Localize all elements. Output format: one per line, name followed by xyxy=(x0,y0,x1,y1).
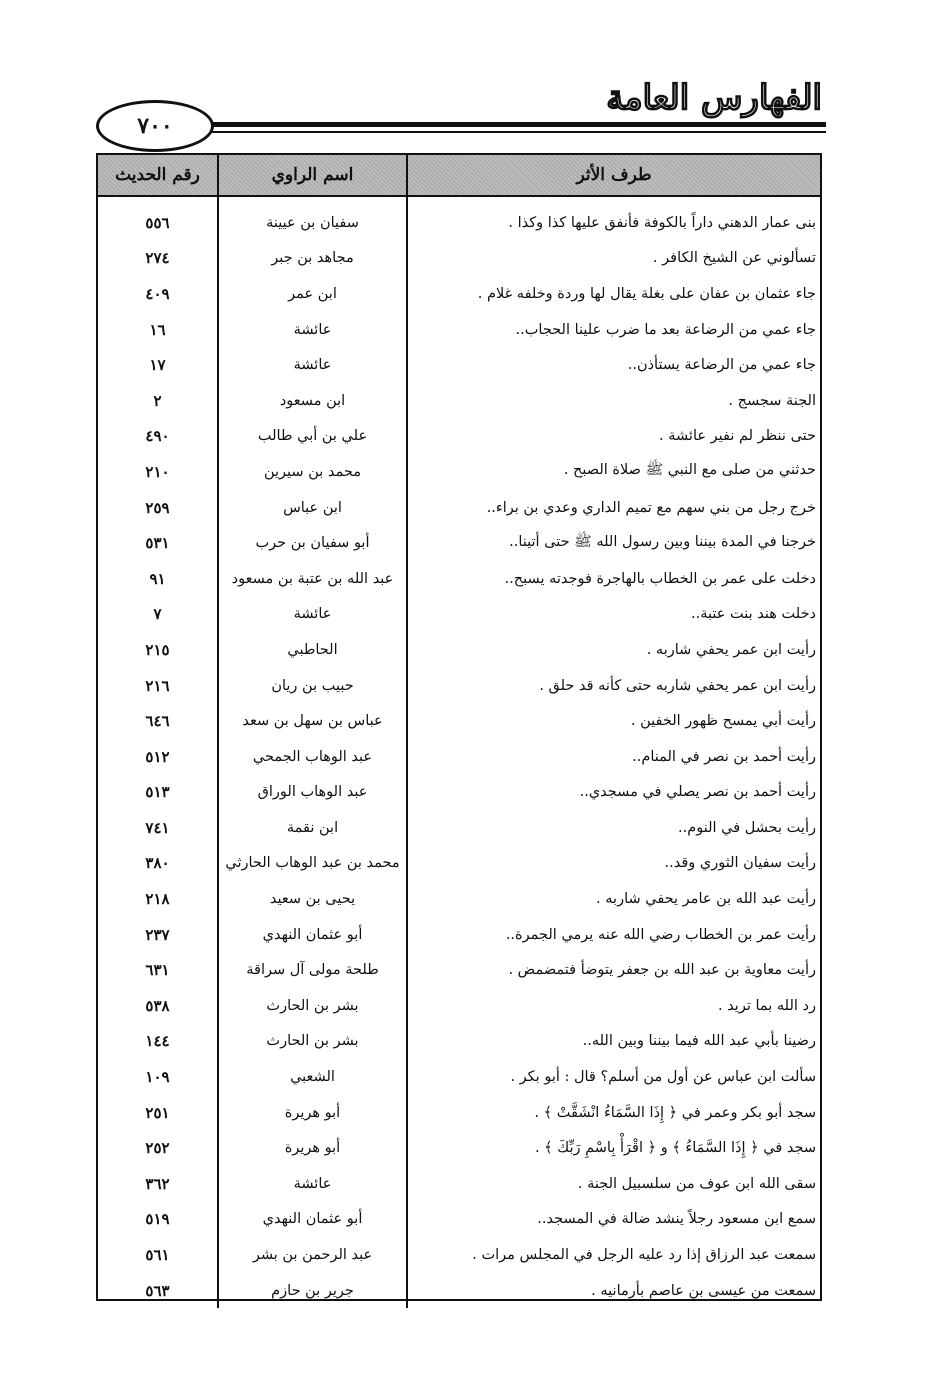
table-row xyxy=(98,668,820,704)
row-narrator: ابن مسعود xyxy=(218,383,407,419)
header-title: الفهارس العامة xyxy=(606,78,822,118)
header-rule-thick xyxy=(204,122,826,127)
row-text: رضينا بأبي عبد الله فيما بيننا وبين الله.. xyxy=(407,1024,820,1060)
row-narrator: محمد بن سيرين xyxy=(218,454,407,490)
row-text: خرج رجل من بني سهم مع تميم الداري وعدي بن براء.. xyxy=(407,490,820,526)
row-narrator: عباس بن سهل بن سعد xyxy=(218,703,407,739)
row-narrator: ابن عباس xyxy=(218,490,407,526)
table-row xyxy=(98,383,820,419)
row-number: ٢٥٩ xyxy=(145,498,170,517)
row-narrator: أبو هريرة xyxy=(218,1095,407,1131)
row-number: ٢١٨ xyxy=(145,890,170,909)
row-text: جاء عمي من الرضاعة يستأذن.. xyxy=(407,347,820,383)
row-text: سجد أبو بكر وعمر في ﴿ إِذَا السَّمَاءُ انْشَقَّتْ ﴾ . xyxy=(407,1095,820,1131)
row-text: رأيت بحشل في النوم.. xyxy=(407,810,820,846)
row-text: رأيت أبي يمسح ظهور الخفين . xyxy=(407,703,820,739)
row-narrator: عائشة xyxy=(218,347,407,383)
row-narrator: علي بن أبي طالب xyxy=(218,419,407,455)
row-number: ٥٦٣ xyxy=(145,1281,170,1300)
row-number: ٢١٠ xyxy=(145,462,170,481)
row-text: رأيت أحمد بن نصر في المنام.. xyxy=(407,739,820,775)
row-narrator: ابن عمر xyxy=(218,276,407,312)
row-text: رأيت سفيان الثوري وقد.. xyxy=(407,846,820,882)
row-number: ٣٨٠ xyxy=(145,854,170,873)
index-table xyxy=(96,153,822,1301)
page-number: ٧٠٠ xyxy=(96,100,214,152)
row-narrator: جرير بن حازم xyxy=(218,1273,407,1309)
row-text: الجنة سجسج . xyxy=(407,383,820,419)
row-number: ٥٣٨ xyxy=(145,996,170,1015)
table-row xyxy=(98,810,820,846)
table-row xyxy=(98,561,820,597)
row-narrator: الحاطبي xyxy=(218,632,407,668)
column-header-text: طرف الأثر xyxy=(407,155,820,196)
row-text: حدثني من صلى مع النبي ﷺ صلاة الصبح . xyxy=(407,454,820,490)
row-narrator: بشر بن الحارث xyxy=(218,1024,407,1060)
row-number: ٢٥٢ xyxy=(145,1139,170,1158)
row-text: رأيت أحمد بن نصر يصلي في مسجدي.. xyxy=(407,775,820,811)
row-number: ١٤٤ xyxy=(145,1032,170,1051)
row-number: ٥٣١ xyxy=(145,534,170,553)
row-narrator: يحيى بن سعيد xyxy=(218,881,407,917)
row-narrator: محمد بن عبد الوهاب الحارثي xyxy=(218,846,407,882)
row-narrator: عائشة xyxy=(218,597,407,633)
table-row xyxy=(98,276,820,312)
row-narrator: أبو عثمان النهدي xyxy=(218,1202,407,1238)
row-number: ٢٥١ xyxy=(145,1103,170,1122)
table-row xyxy=(98,525,820,561)
row-narrator: أبو هريرة xyxy=(218,1130,407,1166)
row-narrator: حبيب بن ريان xyxy=(218,668,407,704)
table-row xyxy=(98,632,820,668)
row-number: ٤٠٩ xyxy=(145,284,170,303)
table-row xyxy=(98,597,820,633)
row-text: جاء عثمان بن عفان على بغلة يقال لها وردة وخلفه غلام . xyxy=(407,276,820,312)
row-text: سمعت عبد الرزاق إذا رد عليه الرجل في المجلس مرات . xyxy=(407,1237,820,1273)
column-header-narrator: اسم الراوي xyxy=(218,155,407,196)
row-number: ٢١٥ xyxy=(145,640,170,659)
row-narrator: ابن نقمة xyxy=(218,810,407,846)
table-row xyxy=(98,490,820,526)
row-narrator: مجاهد بن جبر xyxy=(218,241,407,277)
table-row xyxy=(98,988,820,1024)
row-text: تسألوني عن الشيخ الكافر . xyxy=(407,241,820,277)
table-row xyxy=(98,1237,820,1273)
row-number: ١٠٩ xyxy=(145,1068,170,1087)
table-row xyxy=(98,241,820,277)
row-text: دخلت على عمر بن الخطاب بالهاجرة فوجدته يسبح.. xyxy=(407,561,820,597)
row-number: ٢ xyxy=(153,391,162,410)
table-row xyxy=(98,312,820,348)
row-text: رأيت معاوية بن عبد الله بن جعفر يتوضأ فتمضمض . xyxy=(407,952,820,988)
row-narrator: عائشة xyxy=(218,1166,407,1202)
row-text: رأيت ابن عمر يحفي شاربه . xyxy=(407,632,820,668)
row-narrator: عبد الله بن عتبة بن مسعود xyxy=(218,561,407,597)
row-number: ٤٩٠ xyxy=(145,427,170,446)
table-row xyxy=(98,1095,820,1131)
table-row xyxy=(98,1024,820,1060)
row-text: سجد في ﴿ إِذَا السَّمَاءُ ﴾ و ﴿ اقْرَأْ بِاسْمِ رَبِّكَ ﴾ . xyxy=(407,1130,820,1166)
table-row xyxy=(98,347,820,383)
row-text: رأيت عمر بن الخطاب رضي الله عنه يرمي الجمرة.. xyxy=(407,917,820,953)
table-row xyxy=(98,454,820,490)
row-text: سمعت من عيسى بن عاصم بأرمانيه . xyxy=(407,1273,820,1309)
table-row xyxy=(98,419,820,455)
table-row xyxy=(98,846,820,882)
row-number: ١٦ xyxy=(149,320,166,339)
row-text: خرجنا في المدة بيننا وبين رسول الله ﷺ حتى أتينا.. xyxy=(407,525,820,561)
table-row xyxy=(98,1273,820,1309)
table-row xyxy=(98,775,820,811)
table-row xyxy=(98,1130,820,1166)
table-row xyxy=(98,739,820,775)
row-narrator: سفيان بن عيينة xyxy=(218,196,407,241)
table-row xyxy=(98,1166,820,1202)
row-number: ٣٦٢ xyxy=(145,1174,170,1193)
row-number: ٧٤١ xyxy=(145,818,170,837)
row-text: دخلت هند بنت عتبة.. xyxy=(407,597,820,633)
row-number: ٦٤٦ xyxy=(145,712,170,731)
row-narrator: عبد الرحمن بن بشر xyxy=(218,1237,407,1273)
row-narrator: طلحة مولى آل سراقة xyxy=(218,952,407,988)
row-number: ٩١ xyxy=(149,569,166,588)
row-text: رأيت عبد الله بن عامر يحفي شاربه . xyxy=(407,881,820,917)
row-number: ١٧ xyxy=(149,356,166,375)
row-narrator: أبو سفيان بن حرب xyxy=(218,525,407,561)
row-text: سمع ابن مسعود رجلاً ينشد ضالة في المسجد.. xyxy=(407,1202,820,1238)
column-header-number: رقم الحديث xyxy=(98,155,218,196)
row-narrator: عائشة xyxy=(218,312,407,348)
row-narrator: بشر بن الحارث xyxy=(218,988,407,1024)
row-narrator: أبو عثمان النهدي xyxy=(218,917,407,953)
header-rule-thin xyxy=(204,131,826,133)
row-text: بنى عمار الدهني داراً بالكوفة فأنفق عليها كذا وكذا . xyxy=(407,196,820,241)
table-row xyxy=(98,1059,820,1095)
row-text: رأيت ابن عمر يحفي شاربه حتى كأنه قد حلق . xyxy=(407,668,820,704)
row-number: ٦٣١ xyxy=(145,961,170,980)
row-number: ٢١٦ xyxy=(145,676,170,695)
row-text: سقى الله ابن عوف من سلسبيل الجنة . xyxy=(407,1166,820,1202)
row-text: رد الله بما تريد . xyxy=(407,988,820,1024)
row-narrator: عبد الوهاب الوراق xyxy=(218,775,407,811)
page-header xyxy=(96,78,826,148)
row-number: ٢٧٤ xyxy=(145,249,170,268)
row-narrator: الشعبي xyxy=(218,1059,407,1095)
table-row xyxy=(98,917,820,953)
row-text: حتى ننظر لم نفير عائشة . xyxy=(407,419,820,455)
row-text: سألت ابن عباس عن أول من أسلم؟ قال : أبو بكر . xyxy=(407,1059,820,1095)
table-row xyxy=(98,1202,820,1238)
table-header-row xyxy=(98,155,820,196)
row-number: ٥٥٦ xyxy=(145,213,170,232)
row-narrator: عبد الوهاب الجمحي xyxy=(218,739,407,775)
row-number: ٥٦١ xyxy=(145,1246,170,1265)
table-row xyxy=(98,703,820,739)
table-row xyxy=(98,952,820,988)
table-row xyxy=(98,196,820,241)
row-number: ٥١٩ xyxy=(145,1210,170,1229)
row-number: ٢٣٧ xyxy=(145,925,170,944)
table-row xyxy=(98,881,820,917)
row-number: ٥١٢ xyxy=(145,747,170,766)
row-number: ٧ xyxy=(153,605,162,624)
row-number: ٥١٣ xyxy=(145,783,170,802)
row-text: جاء عمي من الرضاعة بعد ما ضرب علينا الحجاب.. xyxy=(407,312,820,348)
